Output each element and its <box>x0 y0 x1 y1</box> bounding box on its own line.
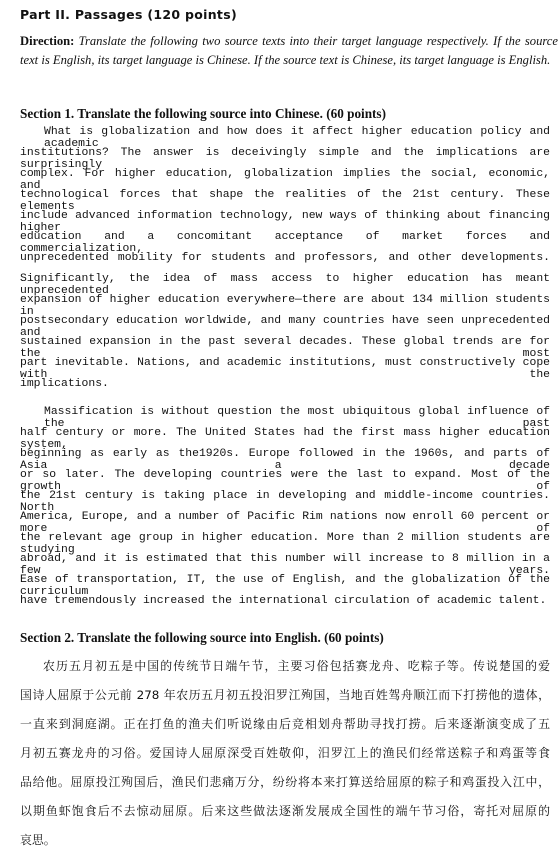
section1-line: include advanced information technology, new ways of thinking about financing higher <box>20 210 550 234</box>
section1-line: Significantly, the idea of mass access to higher education has meant unprecedented <box>20 273 550 297</box>
section1-line: half century or more. The United States had the first mass higher education system, <box>20 427 550 451</box>
section1-line: implications. <box>20 378 109 390</box>
direction-paragraph <box>20 32 558 69</box>
section1-line: abroad, and it is estimated that this number will increase to 8 million in a few years. <box>20 553 550 577</box>
section2-heading: Section 2. Translate the following source into English. (60 points) <box>20 630 384 645</box>
section1-line: institutions? The answer is deceivingly simple and the implications are surprisingly <box>20 147 550 171</box>
section1-line: part inevitable. Nations, and academic institutions, must constructively cope with the <box>20 357 550 381</box>
direction-text: Translate the following two source texts into their target language respectively. If the source text is English, its target language is Chinese. If the source text is Chinese, its target language is English. <box>20 34 558 67</box>
section1-heading: Section 1. Translate the following source into Chinese. (60 points) <box>20 106 386 121</box>
direction-label: Direction: <box>20 34 75 48</box>
section2-line: 以期鱼虾饱食后不去惊动屈原。后来这些做法逐渐发展成全国性的端午节习俗，寄托对屈原的 <box>20 804 550 818</box>
section1-line: postsecondary education worldwide, and many countries have seen unprecedented and <box>20 315 550 339</box>
section1-line: Massification is without question the most ubiquitous global influence of the past <box>44 406 550 430</box>
section2-line: 一直来到洞庭湖。正在打鱼的渔夫们听说缘由后竞相划舟帮助寻找打捞。后来逐渐演变成了五 <box>20 717 550 731</box>
section1-line: unprecedented mobility for students and professors, and other developments. <box>20 252 550 264</box>
section1-line: the relevant age group in higher education. More than 2 million students are studying <box>20 532 550 556</box>
section2-line: 国诗人屈原于公元前 278 年农历五月初五投汨罗江殉国，当地百姓驾舟顺江而下打捞他的遗体， <box>20 688 550 702</box>
section1-line: complex. For higher education, globalization implies the social, economic, and <box>20 168 550 192</box>
section1-line: or so later. The developing countries were the last to expand. Most of the growth of <box>20 469 550 493</box>
section1-line: beginning as early as the1920s. Europe followed in the 1960s, and parts of Asia a decade <box>20 448 550 472</box>
section1-line: the 21st century is taking place in developing and middle-income countries. North <box>20 490 550 514</box>
section1-line: Ease of transportation, IT, the use of English, and the globalization of the curriculum <box>20 574 550 598</box>
section2-line: 品给他。屈原投江殉国后，渔民们悲痛万分，纷纷将本来打算送给屈原的粽子和鸡蛋投入江中， <box>20 775 550 789</box>
section1-line: have tremendously increased the international circulation of academic talent. <box>20 595 547 607</box>
part-title: Part II. Passages (120 points) <box>20 7 237 22</box>
section1-line: education and a concomitant acceptance of market forces and commercialization, <box>20 231 550 255</box>
section2-line: 哀思。 <box>20 833 56 847</box>
section1-line: What is globalization and how does it affect higher education policy and academic <box>44 126 550 150</box>
section1-line: America, Europe, and a number of Pacific Rim nations now enroll 60 percent or more of <box>20 511 550 535</box>
section1-line: expansion of higher education everywhere—there are about 134 million students in <box>20 294 550 318</box>
section1-line: sustained expansion in the past several decades. These global trends are for the most <box>20 336 550 360</box>
section2-line: 农历五月初五是中国的传统节日端午节，主要习俗包括赛龙舟、吃粽子等。传说楚国的爱 <box>43 659 550 673</box>
section2-line: 月初五赛龙舟的习俗。爱国诗人屈原深受百姓敬仰，汨罗江上的渔民们经常送粽子和鸡蛋等食 <box>20 746 550 760</box>
section1-line: technological forces that shape the realities of the 21st century. These elements <box>20 189 550 213</box>
